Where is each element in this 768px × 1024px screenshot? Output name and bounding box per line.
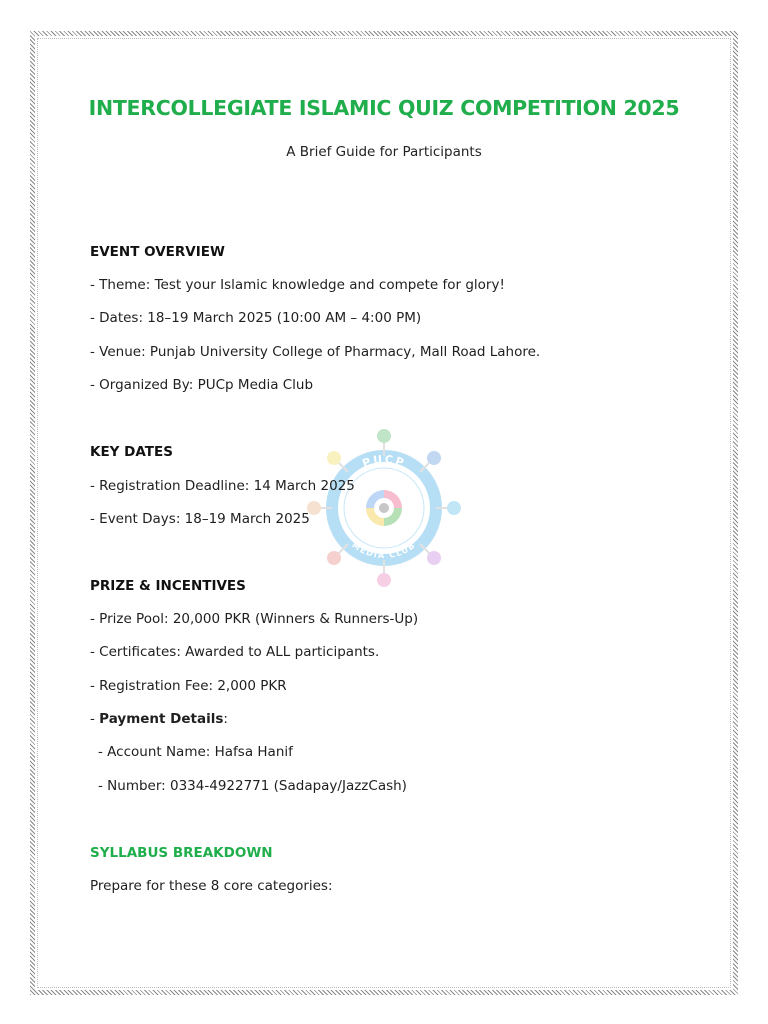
event-overview-item: - Theme: Test your Islamic knowledge and compete for glory!: [90, 277, 505, 293]
document-title: INTERCOLLEGIATE ISLAMIC QUIZ COMPETITION 2025: [88, 96, 680, 120]
event-overview-item: - Organized By: PUCp Media Club: [90, 377, 314, 393]
syllabus-heading: SYLLABUS BREAKDOWN: [90, 845, 273, 861]
document-subtitle: A Brief Guide for Participants: [286, 144, 482, 160]
key-dates-item: - Registration Deadline: 14 March 2025: [90, 478, 355, 494]
event-overview-item: - Dates: 18–19 March 2025 (10:00 AM – 4:00 PM): [90, 310, 422, 326]
payment-prefix: -: [90, 711, 100, 727]
prizes-item: - Prize Pool: 20,000 PKR (Winners & Runners-Up): [90, 611, 419, 627]
prizes-heading: PRIZE & INCENTIVES: [90, 578, 246, 594]
watermark-bottom-text: MEDIA CLUB: [350, 540, 418, 561]
prizes-item: - Registration Fee: 2,000 PKR: [90, 678, 287, 694]
key-dates-heading: KEY DATES: [90, 444, 173, 460]
payment-details-label: Payment Details: [99, 711, 224, 727]
prizes-item: - Certificates: Awarded to ALL participants.: [90, 644, 380, 660]
event-overview-heading: EVENT OVERVIEW: [90, 244, 225, 260]
event-overview-item: - Venue: Punjab University College of Pharmacy, Mall Road Lahore.: [90, 344, 541, 360]
key-dates-item: - Event Days: 18–19 March 2025: [90, 511, 310, 527]
payment-details-line: [90, 711, 228, 727]
media-club-logo-icon: [304, 428, 464, 588]
payment-suffix: :: [223, 711, 228, 727]
payment-item: - Account Name: Hafsa Hanif: [98, 744, 293, 760]
watermark-top-text: PUCP: [360, 452, 408, 471]
syllabus-intro: Prepare for these 8 core categories:: [90, 878, 333, 894]
payment-item: - Number: 0334-4922771 (Sadapay/JazzCash): [98, 778, 407, 794]
